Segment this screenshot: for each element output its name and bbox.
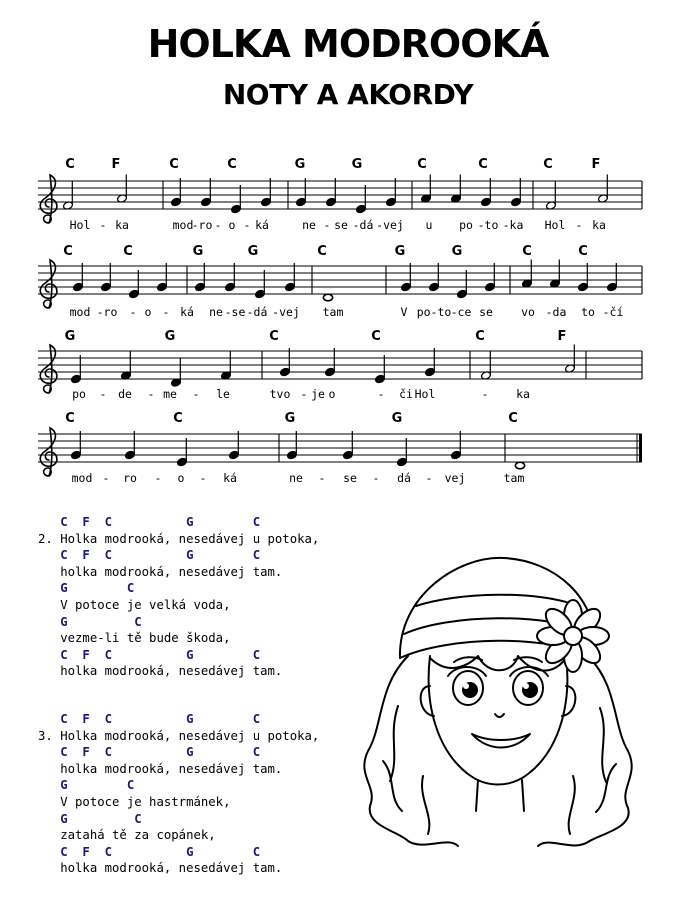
- lyric-syllable: se: [479, 305, 493, 319]
- lyric-syllable: -: [243, 218, 251, 232]
- staff-2: [38, 266, 642, 294]
- chord-label: G: [394, 244, 406, 259]
- lyric-syllable: -: [99, 387, 107, 401]
- quarter-note: [220, 352, 231, 381]
- lyric-syllable: -: [323, 218, 331, 232]
- quarter-note: [450, 431, 461, 460]
- lyric-syllable: mod: [69, 305, 91, 319]
- lyric-syllable: -vej: [376, 218, 404, 232]
- quarter-note: [194, 263, 205, 292]
- quarter-note: [156, 263, 167, 292]
- page-title: HOLKA MODROOKÁ: [147, 22, 549, 66]
- verse-lyric-line: holka modrooká, nesedávej tam.: [38, 761, 283, 776]
- lyric-syllable: de: [118, 387, 132, 401]
- lyric-syllable: le: [216, 387, 230, 401]
- verse-lyric-line: V potoce je hastrmánek,: [38, 794, 231, 809]
- half-note: [597, 175, 608, 204]
- chord-label: C: [269, 329, 279, 344]
- lyric-syllable: -dá: [352, 218, 374, 232]
- quarter-note: [606, 263, 617, 292]
- lyric-syllable: Hol: [544, 218, 566, 232]
- quarter-note: [70, 431, 81, 460]
- lyric-syllable: -ro: [191, 218, 213, 232]
- quarter-note: [279, 348, 290, 377]
- quarter-note: [420, 175, 431, 204]
- quarter-note: [577, 263, 588, 292]
- chord-label: C: [169, 157, 179, 172]
- chord-label: G: [284, 411, 296, 426]
- quarter-note: [70, 355, 81, 384]
- chord-label: C: [123, 244, 133, 259]
- half-note: [480, 352, 491, 381]
- lyric-syllable: vej: [444, 471, 466, 485]
- chord-label: C: [65, 157, 75, 172]
- quarter-note: [450, 175, 461, 204]
- chord-label: G: [247, 244, 259, 259]
- verse-lyric-line: vezme-li tě bude škoda,: [38, 631, 231, 646]
- lyric-syllable: po: [459, 218, 473, 232]
- lyric-syllable: -: [147, 387, 155, 401]
- quarter-note: [396, 438, 407, 467]
- lyric-syllable: -dá: [246, 305, 268, 319]
- treble-clef-icon: [40, 428, 57, 476]
- quarter-note: [124, 431, 135, 460]
- verse-chord-line: C F C G C: [38, 515, 261, 529]
- quarter-note: [230, 185, 241, 214]
- chord-label: G: [192, 244, 204, 259]
- chord-label: C: [63, 244, 73, 259]
- quarter-note: [325, 178, 336, 207]
- quarter-note: [385, 178, 396, 207]
- whole-note: [515, 462, 524, 469]
- lyric-syllable: o: [328, 387, 336, 401]
- lyric-syllable: tam: [322, 305, 344, 319]
- chord-label: C: [508, 411, 518, 426]
- lyric-syllable: -: [162, 305, 170, 319]
- verse-chord-line: C F C G C: [38, 745, 261, 760]
- whole-note: [323, 294, 332, 301]
- quarter-note: [224, 263, 235, 292]
- treble-clef-icon: [40, 260, 57, 308]
- lyric-syllable: tam: [503, 471, 525, 485]
- quarter-note: [120, 352, 131, 381]
- quarter-note: [100, 263, 111, 292]
- chord-label: F: [557, 329, 567, 344]
- lyric-syllable: -ce: [450, 305, 472, 319]
- girl-illustration: [338, 536, 658, 856]
- lyric-syllable: ka: [516, 387, 530, 401]
- quarter-note: [170, 359, 181, 388]
- verse-chord-line: G C: [38, 811, 142, 826]
- lyric-syllable: -čí: [602, 305, 624, 319]
- chord-label: G: [64, 329, 76, 344]
- chord-label: C: [522, 244, 532, 259]
- lyric-syllable: -da: [545, 305, 567, 319]
- lyric-syllable: vo: [521, 305, 535, 319]
- chord-label: C: [317, 244, 327, 259]
- lyric-syllable: o: [228, 218, 236, 232]
- quarter-note: [128, 270, 139, 299]
- lyric-syllable: Hol: [414, 387, 436, 401]
- quarter-note: [170, 178, 181, 207]
- lyric-syllable: ka: [115, 218, 129, 232]
- lyric-syllable: -: [199, 471, 207, 485]
- half-note: [116, 175, 127, 204]
- quarter-note: [295, 178, 306, 207]
- verse-chord-line: C F C G C: [38, 712, 261, 726]
- lyric-syllable: ne: [209, 305, 223, 319]
- verse-lyric-line: V potoce je velká voda,: [38, 597, 231, 612]
- lyric-syllable: po-to: [416, 305, 452, 319]
- quarter-note: [549, 260, 560, 289]
- half-note: [62, 182, 73, 211]
- verse-chord-line: C F C G C: [38, 647, 261, 662]
- quarter-note: [260, 178, 271, 207]
- lyric-syllable: mod: [71, 471, 93, 485]
- verse-2: [38, 514, 319, 680]
- chord-label: C: [478, 157, 488, 172]
- quarter-note: [424, 348, 435, 377]
- quarter-note: [374, 355, 385, 384]
- lyric-syllable: u: [425, 218, 433, 232]
- verse-chord-line: C F C G C: [38, 548, 261, 563]
- lyric-syllable: či: [399, 387, 413, 401]
- lyric-syllable: se: [334, 218, 348, 232]
- lyric-syllable: V: [400, 305, 408, 319]
- lyric-syllable: o: [144, 305, 152, 319]
- chord-label: C: [65, 411, 75, 426]
- lyric-syllable: ne: [302, 218, 316, 232]
- lyric-syllable: -ka: [502, 218, 524, 232]
- lyric-syllable: tvo: [269, 387, 291, 401]
- half-note: [545, 182, 556, 211]
- chord-label: G: [294, 157, 306, 172]
- half-note: [564, 345, 575, 374]
- lyric-syllable: -: [99, 218, 107, 232]
- chord-label: G: [164, 329, 176, 344]
- lyric-syllable: ne: [289, 471, 303, 485]
- chord-label: G: [351, 157, 363, 172]
- chord-label: F: [591, 157, 601, 172]
- lyric-syllable: -: [481, 387, 489, 401]
- page-subtitle: NOTY A AKORDY: [222, 78, 474, 111]
- lyric-syllable: -: [300, 387, 308, 401]
- quarter-note: [456, 270, 467, 299]
- quarter-note: [284, 263, 295, 292]
- lyric-syllable: je: [311, 387, 325, 401]
- lyric-syllable: -: [214, 218, 222, 232]
- lyric-syllable: -: [129, 305, 137, 319]
- lyric-syllable: -vej: [272, 305, 300, 319]
- lyric-syllable: Hol: [69, 218, 91, 232]
- chord-label: F: [111, 157, 121, 172]
- quarter-note: [228, 431, 239, 460]
- lyric-syllable: mod: [172, 218, 194, 232]
- lyric-syllable: -: [575, 218, 583, 232]
- chord-label: C: [475, 329, 485, 344]
- chord-label: C: [578, 244, 588, 259]
- verse-chord-line: G C: [38, 581, 135, 596]
- quarter-note: [480, 178, 491, 207]
- verse-3: [38, 711, 319, 877]
- lyric-syllable: -se: [224, 305, 246, 319]
- verse-lyric-line: holka modrooká, nesedávej tam.: [38, 664, 283, 679]
- lyric-syllable: o: [177, 471, 185, 485]
- lyric-syllable: -: [318, 471, 326, 485]
- lyric-syllable: -: [372, 471, 380, 485]
- quarter-note: [484, 263, 495, 292]
- chord-label: C: [227, 157, 237, 172]
- verse-lyric-line: zatahá tě za copánek,: [38, 828, 216, 843]
- verse-chord-line: G C: [38, 778, 135, 793]
- final-barline-thick: [639, 434, 642, 462]
- chord-label: C: [543, 157, 553, 172]
- chord-label: G: [391, 411, 403, 426]
- quarter-note: [286, 431, 297, 460]
- lyric-syllable: -: [102, 471, 110, 485]
- quarter-note: [428, 263, 439, 292]
- quarter-note: [324, 348, 335, 377]
- treble-clef-icon: [40, 175, 57, 223]
- quarter-note: [355, 185, 366, 214]
- lyric-syllable: -to: [477, 218, 499, 232]
- lyric-syllable: ká: [255, 218, 269, 232]
- quarter-note: [521, 260, 532, 289]
- quarter-note: [510, 178, 521, 207]
- quarter-note: [400, 263, 411, 292]
- chord-label: C: [417, 157, 427, 172]
- lyric-syllable: se: [343, 471, 357, 485]
- quarter-note: [342, 431, 353, 460]
- lyric-syllable: to: [581, 305, 595, 319]
- lyric-syllable: ká: [180, 305, 194, 319]
- lyric-syllable: dá: [397, 471, 411, 485]
- chord-label: G: [451, 244, 463, 259]
- verse-lyric-line: holka modrooká, nesedávej tam.: [38, 861, 283, 876]
- verse-lyric-line: holka modrooká, nesedávej tam.: [38, 564, 283, 579]
- lyric-syllable: po: [72, 387, 86, 401]
- lyric-syllable: ká: [223, 471, 237, 485]
- quarter-note: [254, 270, 265, 299]
- lyric-syllable: me: [163, 387, 177, 401]
- chord-label: C: [173, 411, 183, 426]
- verse-lyric-line: 3. Holka modrooká, nesedávej u potoka,: [38, 728, 320, 743]
- quarter-note: [72, 263, 83, 292]
- quarter-note: [176, 438, 187, 467]
- lyric-syllable: -ro: [96, 305, 118, 319]
- verse-chord-line: C F C G C: [38, 844, 261, 859]
- quarter-note: [200, 178, 211, 207]
- lyric-syllable: ro: [123, 471, 137, 485]
- treble-clef-icon: [40, 345, 57, 393]
- lyric-syllable: -: [377, 387, 385, 401]
- lyric-syllable: ka: [592, 218, 606, 232]
- lyric-syllable: -: [425, 471, 433, 485]
- lyric-syllable: -: [192, 387, 200, 401]
- chord-label: C: [371, 329, 381, 344]
- verse-chord-line: G C: [38, 614, 142, 629]
- verse-lyric-line: 2. Holka modrooká, nesedávej u potoka,: [38, 531, 320, 546]
- lyric-syllable: -: [154, 471, 162, 485]
